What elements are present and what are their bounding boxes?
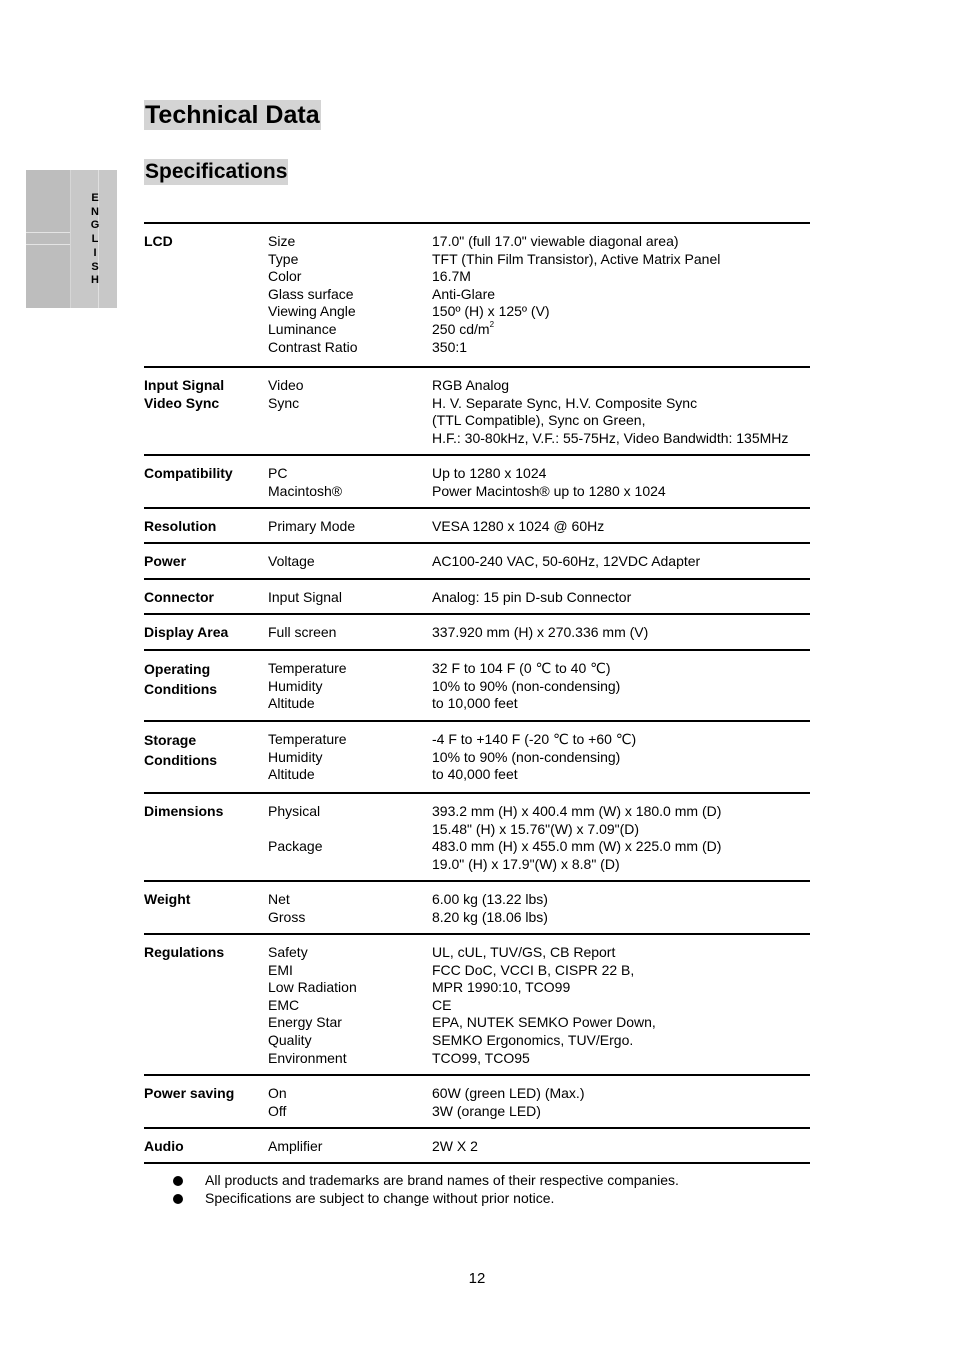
spec-label: Input Signal [268, 589, 342, 605]
spec-label [268, 856, 322, 874]
spec-category [144, 803, 264, 821]
spec-category [144, 944, 264, 962]
spec-labels [268, 731, 347, 784]
spec-label: Quality [268, 1031, 312, 1048]
spec-value-text: 250 cd/m [432, 320, 490, 337]
spec-values [432, 233, 720, 356]
language-tab-letter: H [91, 274, 99, 287]
spec-value [432, 518, 604, 536]
spec-value [432, 838, 721, 856]
spec-label: Altitude [268, 695, 315, 712]
spec-value-text: 150º (H) x 125º (V) [432, 303, 550, 320]
spec-value [432, 979, 656, 997]
spec-label: Full screen [268, 624, 337, 640]
spec-value [432, 624, 648, 642]
spec-value-text: 337.920 mm (H) x 270.336 mm (V) [432, 624, 649, 640]
spec-value-text: Power Macintosh® up to 1280 x 1024 [432, 482, 666, 499]
spec-value-text: AC100-240 VAC, 50-60Hz, 12VDC Adapter [432, 553, 701, 569]
spec-value [432, 891, 548, 909]
spec-value [432, 321, 720, 339]
spec-row [144, 794, 810, 882]
spec-row [144, 580, 810, 615]
spec-value [432, 1138, 478, 1156]
spec-labels [268, 660, 347, 713]
spec-category-text: Storage [144, 732, 197, 748]
spec-label: Temperature [268, 731, 347, 747]
spec-value [432, 286, 720, 304]
spec-row [144, 224, 810, 368]
spec-label: Size [268, 233, 296, 249]
language-tab-letter: G [90, 219, 100, 232]
spec-values [432, 731, 636, 784]
spec-label [268, 821, 322, 839]
spec-label: EMI [268, 961, 293, 978]
spec-value-text: 350:1 [432, 338, 468, 355]
section-title: Specifications [145, 160, 288, 183]
spec-label: Macintosh® [268, 482, 343, 499]
spec-value [432, 1103, 584, 1121]
spec-row [144, 615, 810, 651]
spec-value-text: 3W (orange LED) [432, 1102, 541, 1119]
spec-values [432, 465, 666, 500]
spec-labels [268, 553, 315, 571]
spec-values [432, 1138, 478, 1156]
spec-value [432, 749, 636, 767]
spec-value [432, 821, 721, 839]
spec-category-text: Power saving [144, 1085, 235, 1101]
spec-value-text: EPA, NUTEK SEMKO Power Down, [432, 1014, 656, 1031]
spec-value-text: 10% to 90% (non-condensing) [432, 677, 621, 694]
spec-label: Color [268, 268, 302, 285]
spec-row [144, 456, 810, 509]
spec-label: Viewing Angle [268, 303, 356, 320]
note-item [172, 1190, 679, 1208]
spec-value [432, 553, 700, 571]
spec-value [432, 395, 788, 413]
language-tab-letter: E [91, 192, 99, 204]
spec-category-text: Display Area [144, 624, 229, 640]
spec-labels [268, 891, 305, 926]
bullet-icon [173, 1176, 183, 1186]
spec-category [144, 1138, 264, 1156]
spec-value [432, 233, 720, 251]
spec-category-text: Audio [144, 1138, 184, 1154]
spec-value-text: 19.0" (H) x 17.9"(W) x 8.8" (D) [432, 855, 620, 872]
spec-category-text: Operating [144, 661, 211, 677]
spec-row [144, 935, 810, 1076]
spec-value-text: 6.00 kg (13.22 lbs) [432, 891, 548, 907]
spec-category-text: Connector [144, 589, 214, 605]
spec-label: On [268, 1085, 287, 1101]
spec-row [144, 368, 810, 456]
spec-labels [268, 1138, 322, 1156]
spec-label: Low Radiation [268, 979, 357, 996]
spec-category [144, 589, 264, 607]
spec-label: Environment [268, 1049, 347, 1066]
spec-row [144, 1129, 810, 1164]
spec-values [432, 518, 604, 536]
spec-label: Humidity [268, 748, 323, 765]
spec-label [268, 430, 304, 448]
spec-label: PC [268, 465, 288, 481]
spec-label: Amplifier [268, 1138, 323, 1154]
spec-row [144, 509, 810, 544]
spec-value-text: RGB Analog [432, 377, 510, 393]
spec-label: Gross [268, 908, 306, 925]
spec-value [432, 962, 656, 980]
spec-value-text: 483.0 mm (H) x 455.0 mm (W) x 225.0 mm (D) [432, 838, 722, 855]
spec-value [432, 766, 636, 784]
spec-values [432, 944, 656, 1067]
spec-value-text: H. V. Separate Sync, H.V. Composite Sync [432, 394, 698, 411]
spec-category-text: Resolution [144, 518, 217, 534]
spec-labels [268, 1085, 287, 1120]
spec-value [432, 339, 720, 357]
spec-label [268, 412, 304, 430]
spec-values [432, 1085, 584, 1120]
spec-value [432, 1050, 656, 1068]
spec-label: Safety [268, 944, 308, 960]
spec-category-text: Regulations [144, 944, 225, 960]
spec-category [144, 553, 264, 571]
spec-value-text: 15.48" (H) x 15.76"(W) x 7.09"(D) [432, 820, 640, 837]
spec-values [432, 377, 788, 447]
spec-values [432, 624, 648, 642]
spec-values [432, 803, 721, 873]
spec-category-text: Compatibility [144, 465, 233, 481]
spec-labels [268, 624, 336, 642]
spec-value-text: 17.0" (full 17.0" viewable diagonal area) [432, 233, 679, 249]
spec-label: Package [268, 838, 323, 855]
spec-category-text: Conditions [144, 680, 218, 697]
spec-row [144, 1076, 810, 1129]
spec-category [144, 377, 264, 412]
spec-label: Voltage [268, 553, 315, 569]
spec-value [432, 997, 656, 1015]
spec-category-text: Video Sync [144, 394, 220, 411]
spec-value [432, 465, 666, 483]
spec-value [432, 803, 721, 821]
spec-category-text: Power [144, 553, 187, 569]
spec-category-text: Conditions [144, 751, 218, 768]
spec-value [432, 483, 666, 501]
spec-labels [268, 518, 355, 536]
spec-value [432, 1085, 584, 1103]
note-item [172, 1172, 679, 1190]
spec-value [432, 944, 656, 962]
spec-value-text: -4 F to +140 F (-20 ℃ to +60 ℃) [432, 731, 637, 747]
spec-values [432, 891, 548, 926]
spec-labels [268, 465, 342, 500]
note-text: Specifications are subject to change without prior notice. [205, 1189, 555, 1206]
spec-label: Physical [268, 803, 321, 819]
spec-labels [268, 944, 357, 1067]
spec-category [144, 624, 264, 642]
spec-value [432, 1032, 656, 1050]
spec-value [432, 1014, 656, 1032]
spec-value [432, 678, 620, 696]
spec-category [144, 518, 264, 536]
spec-row [144, 651, 810, 722]
spec-value-text: VESA 1280 x 1024 @ 60Hz [432, 518, 605, 534]
notes-list [172, 1172, 679, 1207]
spec-value-text: Anti-Glare [432, 285, 496, 302]
bullet-icon [173, 1194, 183, 1204]
language-tab-letter: L [91, 233, 99, 246]
spec-value [432, 731, 636, 749]
spec-value-text: CE [432, 996, 452, 1013]
spec-label: Energy Star [268, 1014, 342, 1031]
spec-category [144, 1085, 264, 1103]
spec-label: EMC [268, 996, 300, 1013]
spec-value-text: Analog: 15 pin D-sub Connector [432, 589, 632, 605]
spec-row [144, 544, 810, 580]
spec-value-text: Up to 1280 x 1024 [432, 465, 547, 481]
spec-label: Video [268, 377, 304, 393]
spec-category [144, 465, 264, 483]
spec-value-text: to 40,000 feet [432, 766, 518, 783]
spec-values [432, 553, 700, 571]
spec-label: Net [268, 891, 290, 907]
spec-value [432, 660, 620, 678]
spec-value-text: 8.20 kg (18.06 lbs) [432, 908, 548, 925]
spec-label: Type [268, 250, 299, 267]
spec-label: Primary Mode [268, 518, 356, 534]
spec-value-text: 2W X 2 [432, 1138, 478, 1154]
spec-value-text: (TTL Compatible), Sync on Green, [432, 412, 646, 429]
spec-value-text: to 10,000 feet [432, 695, 518, 712]
spec-category-text: Weight [144, 891, 191, 907]
spec-value [432, 268, 720, 286]
spec-labels [268, 589, 342, 607]
spec-category-text: LCD [144, 233, 173, 249]
spec-labels [268, 803, 322, 873]
spec-category [144, 233, 264, 251]
language-tab-letter: N [91, 205, 99, 218]
spec-value-text: UL, cUL, TUV/GS, CB Report [432, 944, 616, 960]
spec-value-text: 32 F to 104 F (0 ℃ to 40 ℃) [432, 660, 611, 676]
spec-value [432, 430, 788, 448]
spec-label: Temperature [268, 660, 347, 676]
spec-category-text: Input Signal [144, 377, 225, 393]
spec-values [432, 660, 620, 713]
spec-value-text: 393.2 mm (H) x 400.4 mm (W) x 180.0 mm (D) [432, 803, 722, 819]
language-tab-letter: S [91, 260, 99, 273]
spec-labels [268, 377, 304, 447]
spec-row [144, 722, 810, 794]
spec-label: Contrast Ratio [268, 338, 358, 355]
spec-value [432, 412, 788, 430]
spec-category [144, 891, 264, 909]
spec-value-text: SEMKO Ergonomics, TUV/Ergo. [432, 1031, 634, 1048]
spec-value-text: FCC DoC, VCCI B, CISPR 22 B, [432, 961, 635, 978]
page-number: 12 [468, 1270, 486, 1287]
spec-value-text: 60W (green LED) (Max.) [432, 1085, 585, 1101]
spec-category-text: Dimensions [144, 803, 224, 819]
spec-value-text: 10% to 90% (non-condensing) [432, 748, 621, 765]
spec-value-text: TCO99, TCO95 [432, 1049, 530, 1066]
spec-value-text: TFT (Thin Film Transistor), Active Matrix Panel [432, 250, 721, 267]
spec-value [432, 303, 720, 321]
superscript: 2 [489, 319, 495, 329]
spec-value [432, 589, 631, 607]
spec-value-text: H.F.: 30-80kHz, V.F.: 55-75Hz, Video Bandwidth: 135MHz [432, 429, 789, 446]
spec-label: Altitude [268, 766, 315, 783]
spec-value-text: MPR 1990:10, TCO99 [432, 979, 571, 996]
note-text: All products and trademarks are brand names of their respective companies. [205, 1172, 679, 1188]
language-tab-letter: I [93, 246, 97, 259]
spec-values [432, 589, 631, 607]
language-side-tab [26, 170, 117, 308]
spec-labels [268, 233, 357, 356]
spec-value [432, 377, 788, 395]
spec-label: Glass surface [268, 285, 354, 302]
spec-row [144, 882, 810, 935]
spec-category [144, 660, 264, 699]
spec-value-text: 16.7M [432, 268, 471, 285]
spec-label: Off [268, 1102, 287, 1119]
spec-value [432, 909, 548, 927]
spec-label: Sync [268, 394, 300, 411]
specifications-table [144, 222, 810, 1164]
page-title: Technical Data [145, 101, 320, 129]
spec-value [432, 856, 721, 874]
spec-value [432, 251, 720, 269]
language-tab-label [87, 192, 103, 288]
spec-value [432, 695, 620, 713]
spec-category [144, 731, 264, 770]
spec-label: Humidity [268, 677, 323, 694]
spec-label: Luminance [268, 320, 337, 337]
